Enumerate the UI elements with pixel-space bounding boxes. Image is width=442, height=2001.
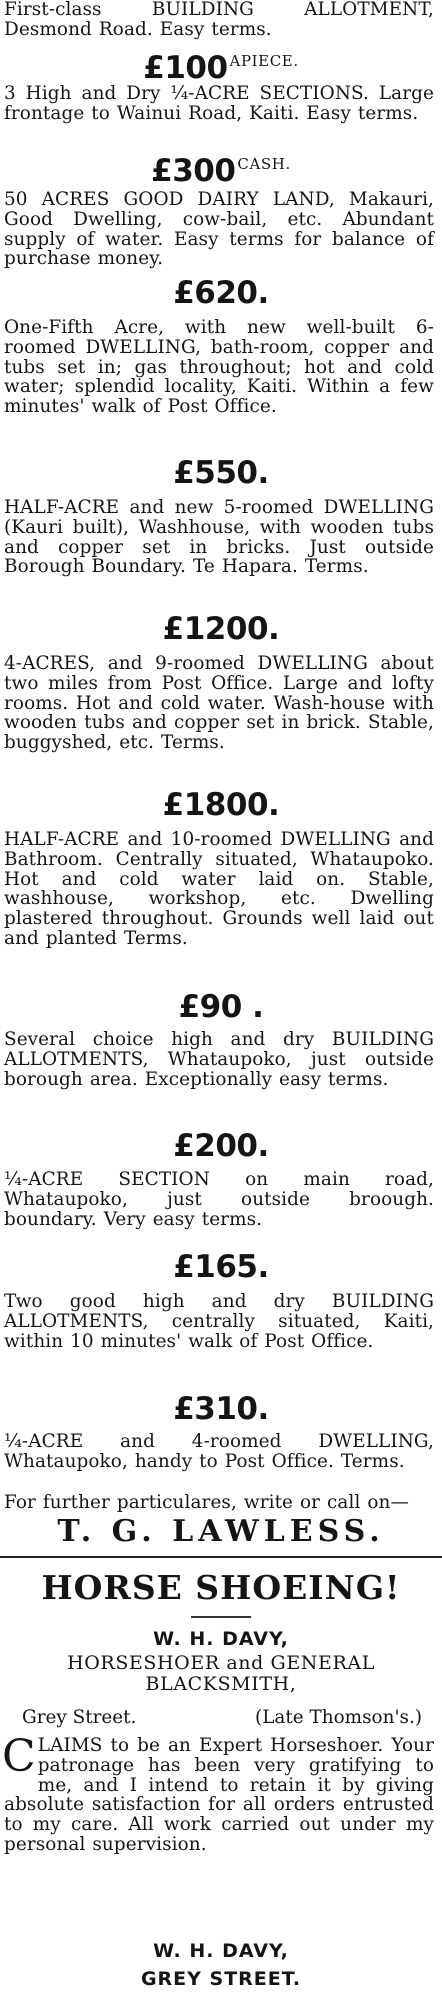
sign-street: GREY STREET. <box>140 1968 302 1990</box>
listing-text: ¼-ACRE SECTION on main road, Whataupoko, just outside broough. boundary. Very easy terms. <box>4 1169 434 1230</box>
listing-price: £90 . <box>178 989 264 1025</box>
listing-text: First-class BUILDING ALLOTMENT, Desmond Road. Easy terms. <box>4 0 434 40</box>
late-note: (Late Thomson's.) <box>255 1707 422 1728</box>
listing-text: Several choice high and dry BUILDING ALLOTMENTS, Whataupoko, just outside borough area. Exceptionally easy terms. <box>4 1029 434 1090</box>
listing-text: HALF-ACRE and new 5-roomed DWELLING (Kauri built), Washhouse, with wooden tubs and copper set in bricks. Just outside Borough Boundary. Te Hapara. Terms. <box>4 497 434 578</box>
price-tag: CASH. <box>237 155 291 173</box>
street-text: Grey Street. <box>22 1707 137 1728</box>
listing-text: 3 High and Dry ¼-ACRE SECTIONS. Large frontage to Wainui Road, Kaiti. Easy terms. <box>4 83 434 124</box>
ad-heading: HORSE SHOEING! <box>41 1568 401 1607</box>
listing-price: £310. <box>173 1391 269 1427</box>
listing-price: £200. <box>173 1128 269 1164</box>
listing-price: £620. <box>173 275 269 311</box>
listing-text: ¼-ACRE and 4-roomed DWELLING, Whataupoko, handy to Post Office. Terms. <box>4 1431 434 1472</box>
listing-text: One-Fifth Acre, with new well-built 6-roomed DWELLING, bath-room, copper and tubs set in; gas throughout; hot and cold water; splendid locality, Kaiti. Within a few minutes' walk of Post Office. <box>4 317 434 418</box>
divider-rule <box>0 1556 442 1558</box>
address-line <box>22 1708 422 1728</box>
listing-price: £165. <box>173 1249 269 1285</box>
price-tag: APIECE. <box>229 52 299 70</box>
listing-text: HALF-ACRE and 10-roomed DWELLING and Bathroom. Centrally situated, Whataupoko. Hot and cold water laid on. Stable, washhouse, workshop, etc. Dwelling plastered throughout. Grounds well laid out and planted Terms. <box>4 829 434 949</box>
listing-price: £550. <box>173 455 269 491</box>
listing-text: 50 ACRES GOOD DAIRY LAND, Makauri, Good Dwelling, cow-bail, etc. Abundant supply of water. Easy terms for balance of purchase money. <box>4 189 434 270</box>
ad-body-text: LAIMS to be an Expert Horseshoer. Your patronage has been very gratifying to me, and I intend to retain it by giving absolute satisfaction for all orders entrusted to my care. All work carried out under my personal supervision. <box>4 1735 434 1855</box>
drop-cap: C <box>2 1731 36 1782</box>
ad-body <box>2 1731 434 1855</box>
price-value: £300 <box>151 153 236 189</box>
listing-price <box>0 147 442 188</box>
sign-name: W. H. DAVY, <box>153 1940 289 1962</box>
closing-text: For further particulares, write or call on— <box>4 1492 409 1513</box>
agent-signature: T. G. LAWLESS. <box>57 1514 385 1549</box>
advertiser-trade: HORSESHOER and GENERAL BLACKSMITH, <box>67 1652 375 1695</box>
listing-text: Two good high and dry BUILDING ALLOTMENTS, centrally situated, Kaiti, within 10 minutes' walk of Post Office. <box>4 1291 434 1352</box>
short-divider <box>191 1616 251 1618</box>
listing-price: £1200. <box>162 611 280 647</box>
price-value: £100 <box>143 50 228 86</box>
advertiser-name: W. H. DAVY, <box>153 1628 289 1650</box>
listing-text: 4-ACRES, and 9-roomed DWELLING about two miles from Post Office. Large and lofty rooms. Hot and cold water. Wash-house with wooden tubs and copper set in brick. Stable, buggyshed, etc. Terms. <box>4 653 434 754</box>
listing-price <box>0 44 442 85</box>
listing-price: £1800. <box>162 787 280 823</box>
